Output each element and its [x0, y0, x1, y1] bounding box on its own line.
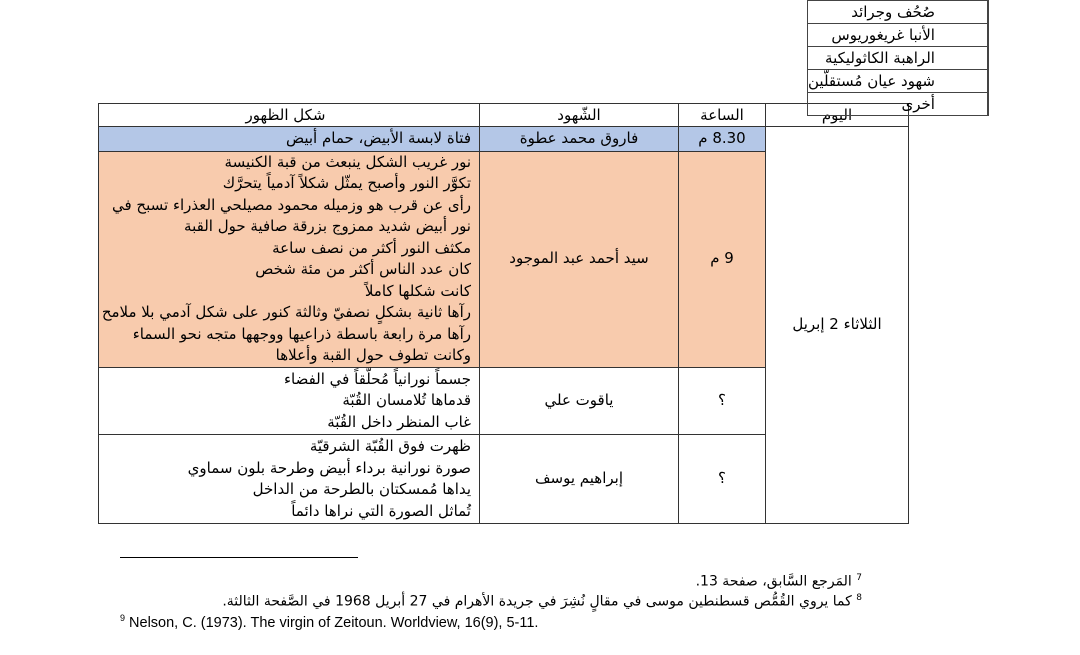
footnote-separator [120, 557, 358, 558]
table-row [99, 127, 909, 152]
legend-label: شهود عيان مُستقلّين [808, 70, 988, 93]
footnote-number: 9 [120, 613, 126, 623]
appearance-cell [99, 435, 480, 524]
appearance-line: صورة نورانية برداء أبيض وطرحة بلون سماوي [187, 458, 471, 477]
footnote-number: 8 [856, 593, 862, 603]
appearance-line: كان عدد الناس أكثر من مئة شخص [255, 260, 471, 278]
legend-label: الراهبة الكاثوليكية [808, 47, 988, 70]
time-cell: ؟ [679, 367, 766, 435]
header-appearance: شكل الظهور [99, 104, 480, 127]
appearance-line: مكثف النور أكثر من نصف ساعة [272, 238, 471, 257]
appearance-line: نور أبيض شديد ممزوج بزرقة صافية حول القبة [184, 217, 471, 235]
appearance-line: ظهرت فوق القُبّة الشرقيّة [309, 437, 471, 455]
legend-row [808, 24, 989, 47]
appearance-line: رآها مرة رابعة باسطة ذراعيها ووجهها متجه نحو السماء [132, 324, 471, 343]
legend-swatch [987, 24, 988, 47]
legend-row [808, 70, 989, 93]
legend-row [808, 47, 989, 70]
legend-swatch [987, 93, 988, 116]
witness-cell: فاروق محمد عطوة [480, 127, 679, 152]
apparitions-table [98, 103, 909, 524]
appearance-line: كانت شكلها كاملاً [364, 281, 471, 300]
appearance-line: فتاة لابسة الأبيض، حمام أبيض [285, 129, 471, 147]
witness-cell: ياقوت علي [480, 367, 679, 435]
appearance-line: تُماثل الصورة التي نراها دائماً [291, 501, 471, 520]
legend-swatch [987, 47, 988, 70]
appearance-cell [99, 151, 480, 367]
header-day: اليوم [766, 104, 909, 127]
witness-cell: سيد أحمد عبد الموجود [480, 151, 679, 367]
header-time: الساعة [679, 104, 766, 127]
witness-cell: إبراهيم يوسف [480, 435, 679, 524]
footnote-8 [222, 589, 862, 611]
appearance-line: يداها مُمسكتان بالطرحة من الداخل [252, 480, 471, 498]
footnote-text: كما يروي القُمُّص قسطنطين موسى في مقالٍ نُشِرَ في جريدة الأهرام في 27 أبريل 1968 في الصَّفحة الثالثة. [222, 593, 852, 610]
appearance-line: نور غريب الشكل ينبعث من قبة الكنيسة [224, 152, 471, 171]
appearance-line: جسماً نورانياً مُحلّقاً في الفضاء [283, 369, 471, 388]
appearance-line: قدماها تُلامسان القُبّة [342, 391, 471, 409]
appearance-cell [99, 367, 480, 435]
legend-label: صُحُف وجرائد [808, 1, 988, 24]
appearance-line: غاب المنظر داخل القُبّة [327, 412, 471, 431]
header-witness: الشّهود [480, 104, 679, 127]
footnote-text: المَرجع السَّابق، صفحة 13. [695, 573, 852, 590]
time-cell: ؟ [679, 435, 766, 524]
time-cell: 9 م [679, 151, 766, 367]
footnote-7 [696, 569, 862, 591]
legend-label: الأنبا غريغوريوس [808, 24, 988, 47]
footnote-text: Nelson, C. (1973). The virgin of Zeitoun. Worldview, 16(9), 5-11. [129, 614, 539, 631]
legend-row [808, 1, 989, 24]
time-cell: 8.30 م [679, 127, 766, 152]
legend-swatch [987, 70, 988, 93]
legend-swatch [987, 1, 988, 24]
legend-label: أخرى [808, 93, 988, 116]
footnote-9 [120, 609, 538, 632]
appearance-cell [99, 127, 480, 152]
appearance-line: رأى عن قرب هو وزميله محمود مصيلحي العذراء تسبح في [111, 195, 471, 214]
footnote-number: 7 [856, 573, 862, 583]
color-legend [807, 0, 989, 116]
appearance-line: تكوَّر النور وأصبح يمثّل شكلاً آدمياً يتحرَّك [222, 174, 471, 192]
day-cell: الثلاثاء 2 إبريل [766, 127, 909, 524]
appearance-line: رآها ثانية بشكلٍ نصفيّ وثالثة كنور على شكل آدمي بلا ملامح [101, 303, 471, 321]
appearance-line: وكانت تطوف حول القبة وأعلاها [275, 346, 471, 364]
legend-row [808, 93, 989, 116]
header-row [99, 104, 909, 127]
